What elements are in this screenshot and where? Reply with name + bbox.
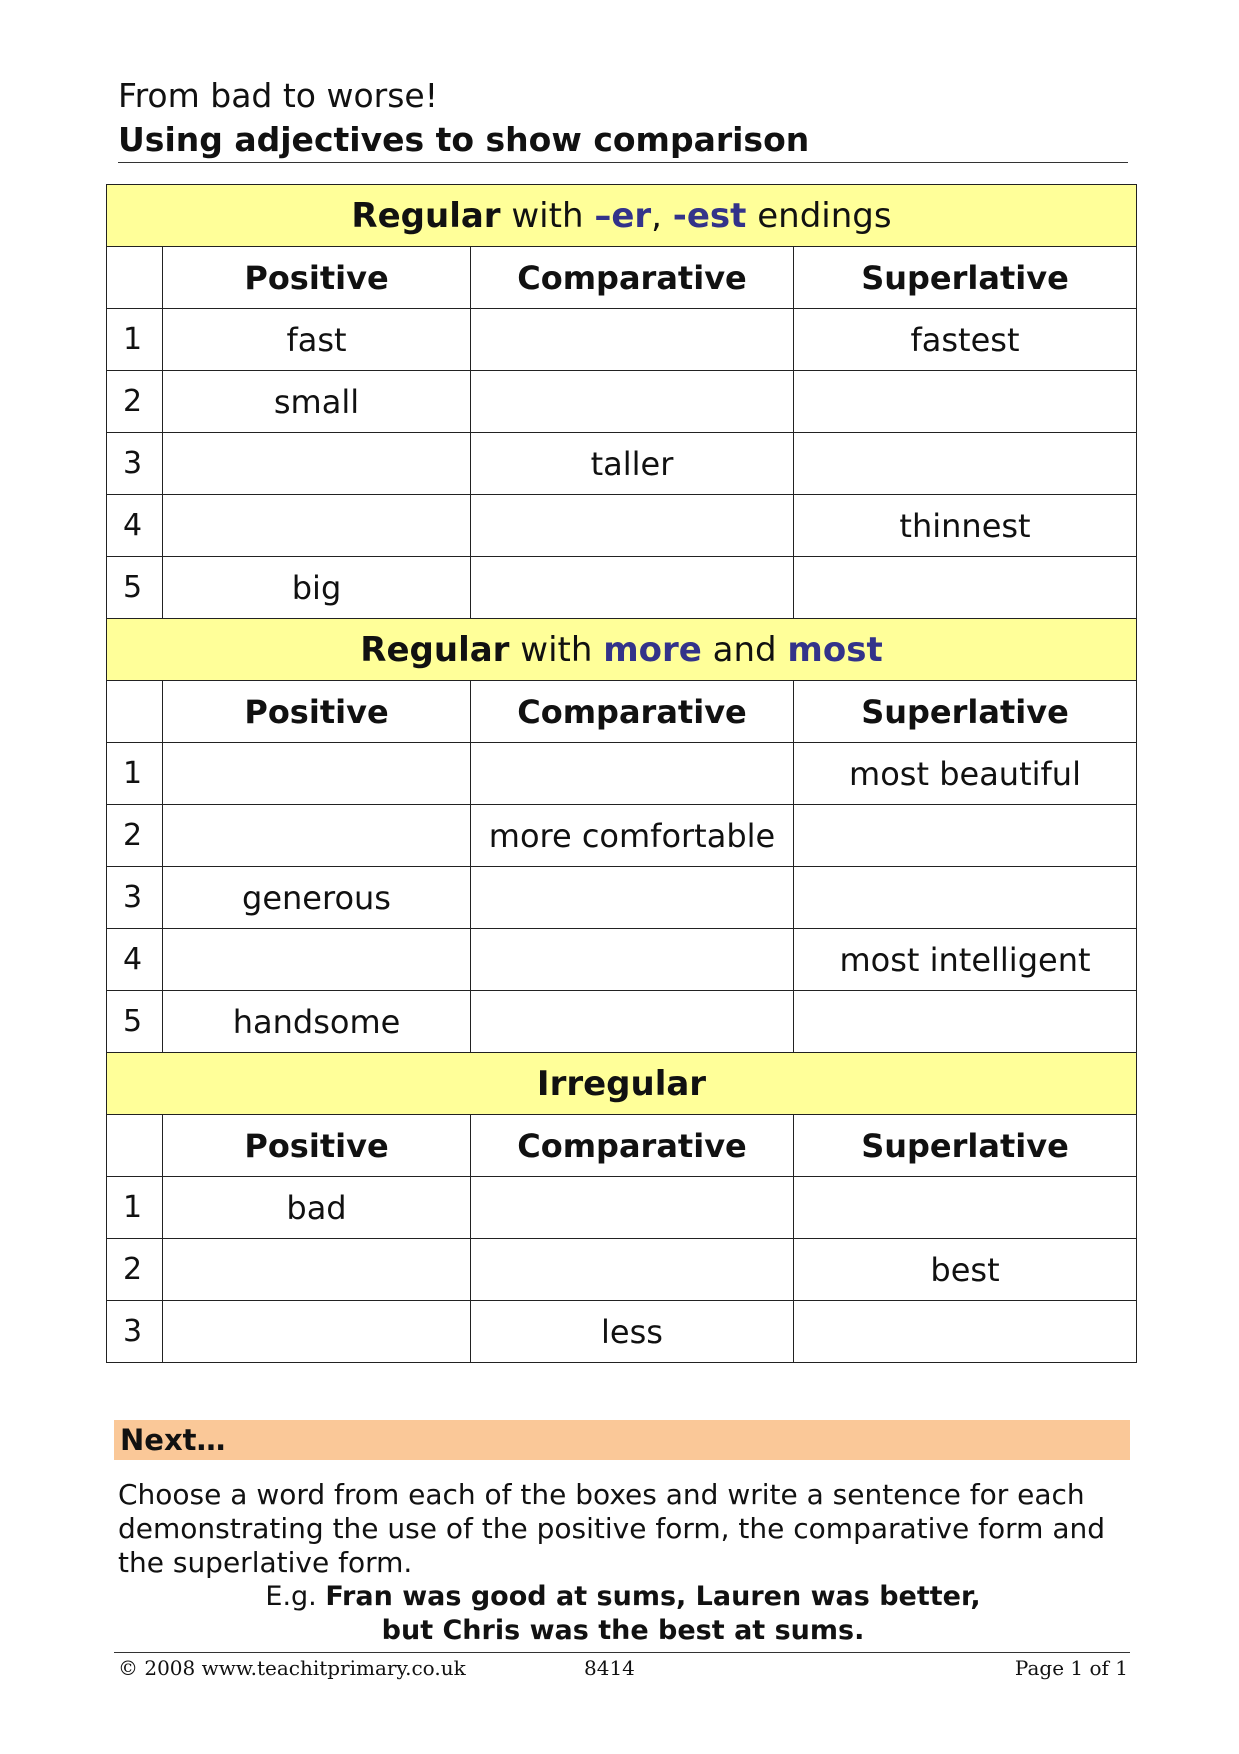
footer [118, 1656, 1128, 1684]
comparative-cell[interactable]: less [471, 1301, 794, 1363]
superlative-cell[interactable]: most beautiful [794, 743, 1137, 805]
superlative-cell[interactable] [794, 991, 1137, 1053]
row-number: 2 [107, 1239, 163, 1301]
column-header-row [107, 247, 1137, 309]
positive-cell[interactable] [163, 1239, 471, 1301]
comparative-cell[interactable] [471, 929, 794, 991]
table-row [107, 929, 1137, 991]
table-row [107, 1239, 1137, 1301]
row-number: 3 [107, 1301, 163, 1363]
section-heading-row [107, 619, 1137, 681]
example-sentence [118, 1580, 1128, 1648]
row-number: 3 [107, 433, 163, 495]
comparative-cell[interactable] [471, 743, 794, 805]
positive-cell[interactable]: small [163, 371, 471, 433]
table-row [107, 557, 1137, 619]
comparison-worksheet-table [106, 184, 1137, 1363]
header-blank-cell [107, 681, 163, 743]
row-number: 1 [107, 1177, 163, 1239]
positive-cell[interactable] [163, 433, 471, 495]
header-positive: Positive [163, 681, 471, 743]
comparative-cell[interactable] [471, 495, 794, 557]
title-divider [118, 162, 1128, 163]
comparative-cell[interactable] [471, 309, 794, 371]
superlative-cell[interactable]: thinnest [794, 495, 1137, 557]
table-row [107, 743, 1137, 805]
column-header-row [107, 681, 1137, 743]
comparative-cell[interactable]: taller [471, 433, 794, 495]
positive-cell[interactable] [163, 1301, 471, 1363]
row-number: 2 [107, 371, 163, 433]
table-row [107, 1177, 1137, 1239]
example-text-1: Fran was good at sums, Lauren was better, [325, 1581, 981, 1612]
table-row [107, 495, 1137, 557]
positive-cell[interactable]: fast [163, 309, 471, 371]
table-row [107, 433, 1137, 495]
table-row [107, 309, 1137, 371]
superlative-cell[interactable]: most intelligent [794, 929, 1137, 991]
row-number: 2 [107, 805, 163, 867]
row-number: 4 [107, 929, 163, 991]
row-number: 1 [107, 309, 163, 371]
positive-cell[interactable] [163, 805, 471, 867]
header-positive: Positive [163, 1115, 471, 1177]
comparative-cell[interactable]: more comfortable [471, 805, 794, 867]
positive-cell[interactable]: bad [163, 1177, 471, 1239]
section-heading: Regular with more and most [107, 619, 1137, 681]
positive-cell[interactable] [163, 495, 471, 557]
header-superlative: Superlative [794, 681, 1137, 743]
table-row [107, 805, 1137, 867]
header-comparative: Comparative [471, 1115, 794, 1177]
header-superlative: Superlative [794, 1115, 1137, 1177]
example-prefix: E.g. [265, 1581, 326, 1612]
example-line-1 [118, 1580, 1128, 1614]
footer-code: 8414 [584, 1656, 635, 1680]
comparative-cell[interactable] [471, 1177, 794, 1239]
positive-cell[interactable]: handsome [163, 991, 471, 1053]
row-number: 3 [107, 867, 163, 929]
header-positive: Positive [163, 247, 471, 309]
comparative-cell[interactable] [471, 991, 794, 1053]
superlative-cell[interactable] [794, 1301, 1137, 1363]
page-title: From bad to worse! [118, 76, 438, 115]
header-blank-cell [107, 1115, 163, 1177]
row-number: 1 [107, 743, 163, 805]
section-heading: Irregular [107, 1053, 1137, 1115]
superlative-cell[interactable]: best [794, 1239, 1137, 1301]
superlative-cell[interactable] [794, 867, 1137, 929]
row-number: 5 [107, 557, 163, 619]
superlative-cell[interactable] [794, 371, 1137, 433]
positive-cell[interactable]: generous [163, 867, 471, 929]
footer-page-number: Page 1 of 1 [1014, 1656, 1128, 1680]
superlative-cell[interactable] [794, 557, 1137, 619]
section-heading: Regular with –er, -est endings [107, 185, 1137, 247]
next-instruction: Choose a word from each of the boxes and write a sentence for each demonstrating the use of the positive form, the comparative form and the superlative form. [118, 1478, 1105, 1579]
comparative-cell[interactable] [471, 371, 794, 433]
positive-cell[interactable] [163, 743, 471, 805]
section-heading-row [107, 1053, 1137, 1115]
table-row [107, 991, 1137, 1053]
section-heading-row [107, 185, 1137, 247]
comparative-cell[interactable] [471, 557, 794, 619]
positive-cell[interactable] [163, 929, 471, 991]
table-row [107, 371, 1137, 433]
next-heading: Next… [114, 1420, 1130, 1460]
row-number: 4 [107, 495, 163, 557]
example-line-2: but Chris was the best at sums. [381, 1615, 865, 1646]
comparative-cell[interactable] [471, 1239, 794, 1301]
superlative-cell[interactable] [794, 1177, 1137, 1239]
positive-cell[interactable]: big [163, 557, 471, 619]
header-comparative: Comparative [471, 681, 794, 743]
header-blank-cell [107, 247, 163, 309]
row-number: 5 [107, 991, 163, 1053]
superlative-cell[interactable]: fastest [794, 309, 1137, 371]
header-comparative: Comparative [471, 247, 794, 309]
page-subtitle: Using adjectives to show comparison [118, 120, 810, 159]
superlative-cell[interactable] [794, 805, 1137, 867]
title-block [118, 74, 1128, 162]
superlative-cell[interactable] [794, 433, 1137, 495]
table-row [107, 867, 1137, 929]
comparative-cell[interactable] [471, 867, 794, 929]
column-header-row [107, 1115, 1137, 1177]
footer-copyright: © 2008 www.teachitprimary.co.uk [118, 1656, 466, 1680]
table-row [107, 1301, 1137, 1363]
header-superlative: Superlative [794, 247, 1137, 309]
footer-divider [114, 1652, 1130, 1653]
